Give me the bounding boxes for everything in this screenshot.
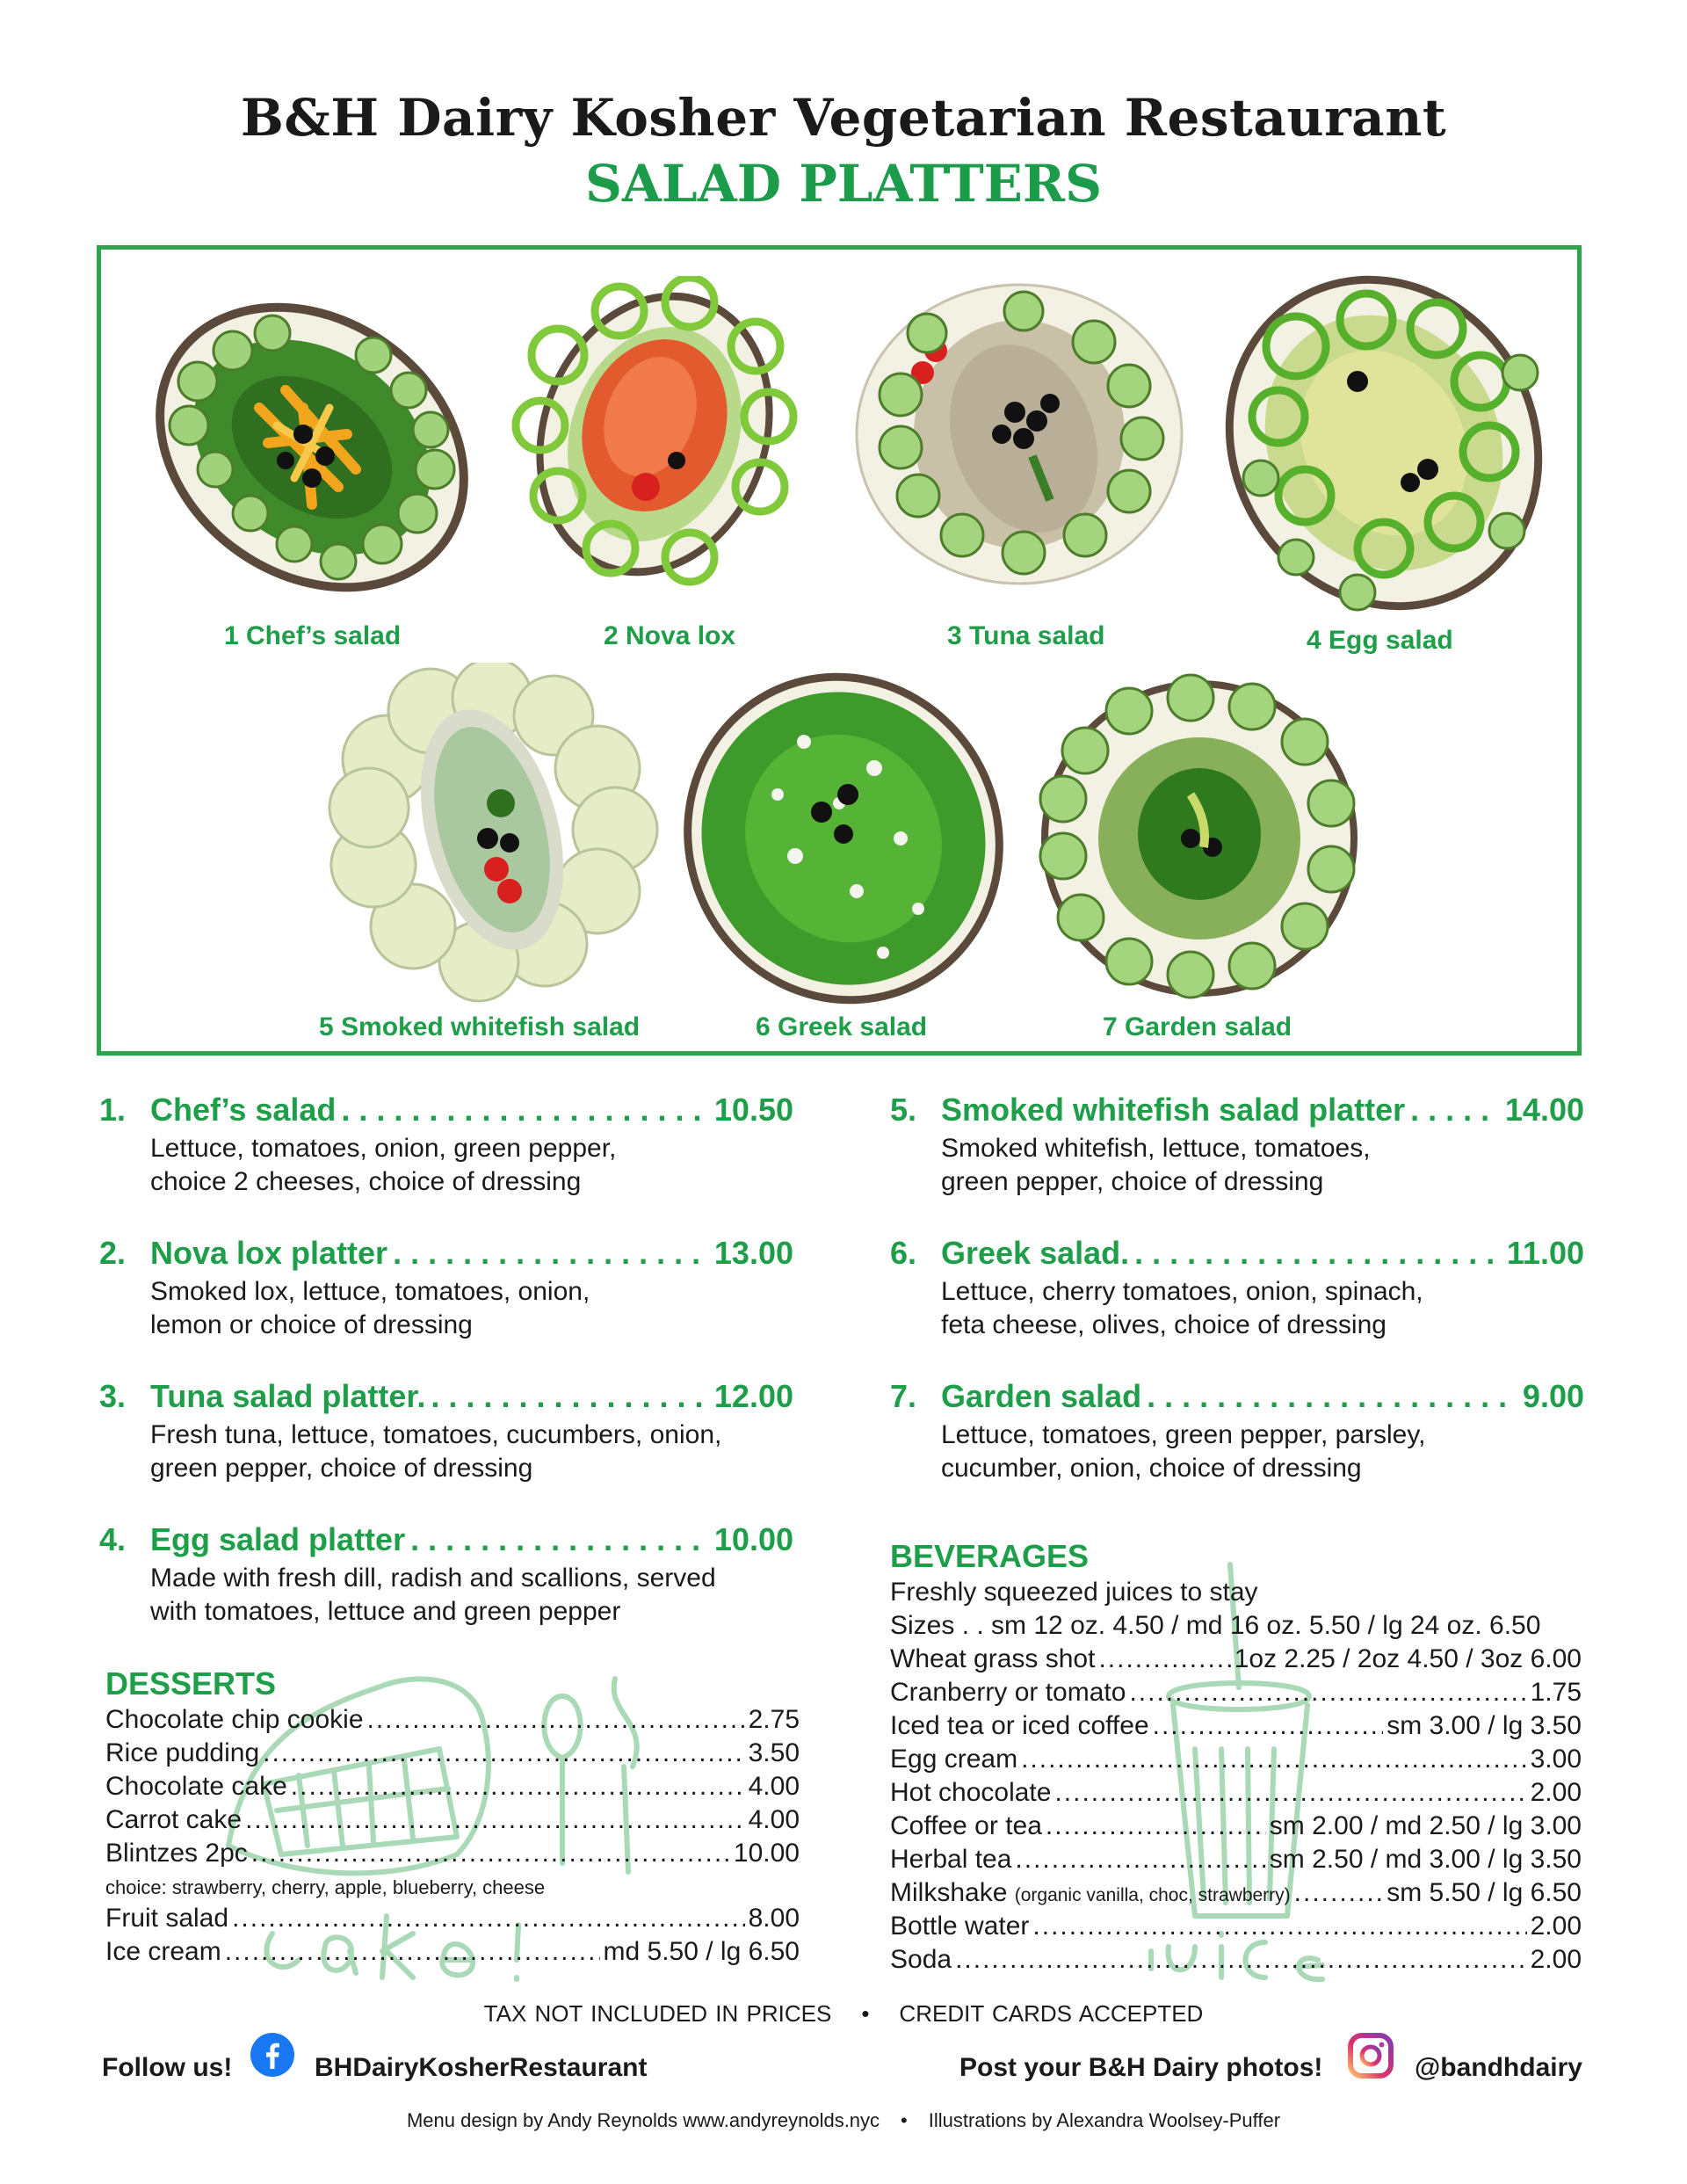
garden-salad-photo (1032, 671, 1366, 1005)
beverage-item: Hot chocolate ..... 2.00 (890, 1778, 1582, 1808)
item-price: 9.00 (1522, 1378, 1584, 1414)
greek-salad-photo (672, 663, 1015, 1014)
nova-lox-photo (505, 276, 804, 592)
item-description: Fresh tuna, lettuce, tomatoes, cucumbers, onion, green pepper, choice of dressing (150, 1420, 722, 1483)
item-number: 4. (99, 1521, 127, 1557)
item-description: Lettuce, cherry tomatoes, onion, spinach, feta cheese, olives, choice of dressing (941, 1277, 1423, 1339)
menu-item (890, 1092, 1584, 1199)
item-name: Egg salad platter (150, 1521, 406, 1557)
beverages-heading: BEVERAGES (890, 1538, 1090, 1574)
item-price: 11.00 (1506, 1235, 1584, 1271)
beverage-item: Herbal tea ..... sm 2.50 / md 3.00 / lg 3.50 (890, 1845, 1582, 1875)
facebook-icon[interactable] (250, 2033, 294, 2077)
beverages-intro: Freshly squeezed juices to stay (890, 1578, 1258, 1607)
dessert-item: Blintzes 2pc ..... 10.00 (105, 1839, 800, 1868)
item-description: Smoked lox, lettuce, tomatoes, onion, lemon or choice of dressing (150, 1277, 590, 1339)
dot-leader (431, 1378, 708, 1415)
beverage-item: Wheat grass shot ..... 1oz 2.25 / 2oz 4.50 / 3oz 6.00 (890, 1644, 1582, 1674)
item-name: Greek salad. (941, 1235, 1130, 1271)
item-number: 6. (890, 1235, 917, 1271)
item-description: Lettuce, tomatoes, onion, green pepper, choice 2 cheeses, choice of dressing (150, 1134, 617, 1196)
dot-leader (410, 1521, 709, 1558)
beverage-item: Coffee or tea ..... sm 2.00 / md 2.50 / lg 3.00 (890, 1811, 1582, 1841)
post-photos-label: Post your B&H Dairy photos! (959, 2053, 1323, 2082)
item-price: 10.00 (713, 1521, 793, 1557)
beverage-item: Bottle water ..... 2.00 (890, 1912, 1582, 1941)
item-name: Garden salad (941, 1378, 1142, 1414)
dot-leader (393, 1235, 709, 1272)
item-name: Nova lox platter (150, 1235, 388, 1271)
item-price: 10.50 (713, 1092, 793, 1128)
juice-sizes: Sizes . . sm 12 oz. 4.50 / md 16 oz. 5.50 / lg 24 oz. 6.50 (890, 1611, 1541, 1640)
beverage-item: Milkshake (organic vanilla, choc, strawberry) ..... sm 5.50 / lg 6.50 (890, 1878, 1582, 1908)
menu-credits: Menu design by Andy Reynolds www.andyreynolds.nyc • Illustrations by Alexandra Woolsey-Puffer (406, 2109, 1281, 2131)
item-number: 2. (99, 1235, 127, 1271)
beverage-item: Iced tea or iced coffee ..... sm 3.00 / lg 3.50 (890, 1711, 1582, 1741)
photo-caption: 4 Egg salad (1307, 626, 1453, 655)
item-name: Chef’s salad (150, 1092, 337, 1128)
dessert-item: Rice pudding ..... 3.50 (105, 1738, 800, 1768)
item-price: 12.00 (713, 1378, 793, 1414)
menu-item (99, 1521, 793, 1629)
dot-leader (1410, 1092, 1500, 1128)
item-number: 3. (99, 1378, 127, 1414)
menu-item (99, 1092, 793, 1199)
instagram-icon[interactable] (1347, 2032, 1394, 2079)
menu-item (99, 1235, 793, 1342)
beverage-item: Egg cream ..... 3.00 (890, 1745, 1582, 1774)
desserts-heading: DESSERTS (105, 1665, 277, 1701)
photo-caption: 3 Tuna salad (947, 621, 1105, 650)
photo-caption: 7 Garden salad (1103, 1012, 1292, 1041)
instagram-handle-link[interactable]: @bandhdairy (1415, 2053, 1582, 2082)
item-description: Lettuce, tomatoes, green pepper, parsley, cucumber, onion, choice of dressing (941, 1420, 1426, 1483)
beverage-item: Cranberry or tomato ..... 1.75 (890, 1678, 1582, 1708)
dessert-item: Fruit salad ..... 8.00 (105, 1904, 800, 1934)
item-description: Smoked whitefish, lettuce, tomatoes, green pepper, choice of dressing (941, 1134, 1371, 1196)
item-number: 5. (890, 1092, 917, 1128)
photo-caption: 1 Chef’s salad (224, 621, 402, 650)
salad-photo-gallery (97, 245, 1582, 1056)
egg-salad-photo (1217, 267, 1551, 619)
dessert-item: Ice cream ..... md 5.50 / lg 6.50 (105, 1937, 800, 1967)
blintzes-choice-note: choice: strawberry, cherry, apple, blueberry, cheese (105, 1876, 546, 1898)
item-name: Smoked whitefish salad platter (941, 1092, 1406, 1128)
item-number: 1. (99, 1092, 127, 1128)
restaurant-title: B&H Dairy Kosher Vegetarian Restaurant (240, 88, 1447, 148)
menu-item (99, 1378, 793, 1485)
smoked-whitefish-salad-photo (325, 663, 668, 1005)
tax-and-cards-notice: TAX NOT INCLUDED IN PRICES • CREDIT CARDS ACCEPTED (483, 2000, 1204, 2027)
dessert-item: Carrot cake ..... 4.00 (105, 1805, 800, 1835)
photo-caption: 2 Nova lox (604, 621, 736, 650)
tuna-salad-photo (848, 272, 1191, 597)
menu-item (890, 1235, 1584, 1342)
dessert-item: Chocolate cake ..... 4.00 (105, 1772, 800, 1802)
item-description: Made with fresh dill, radish and scallions, served with tomatoes, lettuce and green pepper (150, 1564, 716, 1626)
facebook-handle-link[interactable]: BHDairyKosherRestaurant (315, 2053, 648, 2082)
menu-section-title: SALAD PLATTERS (585, 154, 1102, 214)
item-price: 14.00 (1504, 1092, 1584, 1128)
dot-leader (1147, 1378, 1517, 1415)
beverage-item: Soda ..... 2.00 (890, 1945, 1582, 1975)
photo-caption: 5 Smoked whitefish salad (319, 1012, 641, 1041)
menu-item (890, 1378, 1584, 1485)
dessert-item: Chocolate chip cookie ..... 2.75 (105, 1705, 800, 1735)
chefs-salad-photo (136, 302, 488, 592)
dot-leader (1134, 1235, 1502, 1272)
photo-caption: 6 Greek salad (756, 1012, 928, 1041)
follow-us-label: Follow us! (102, 2053, 233, 2082)
dot-leader (341, 1092, 709, 1128)
item-price: 13.00 (713, 1235, 793, 1271)
item-number: 7. (890, 1378, 917, 1414)
item-name: Tuna salad platter. (150, 1378, 426, 1414)
